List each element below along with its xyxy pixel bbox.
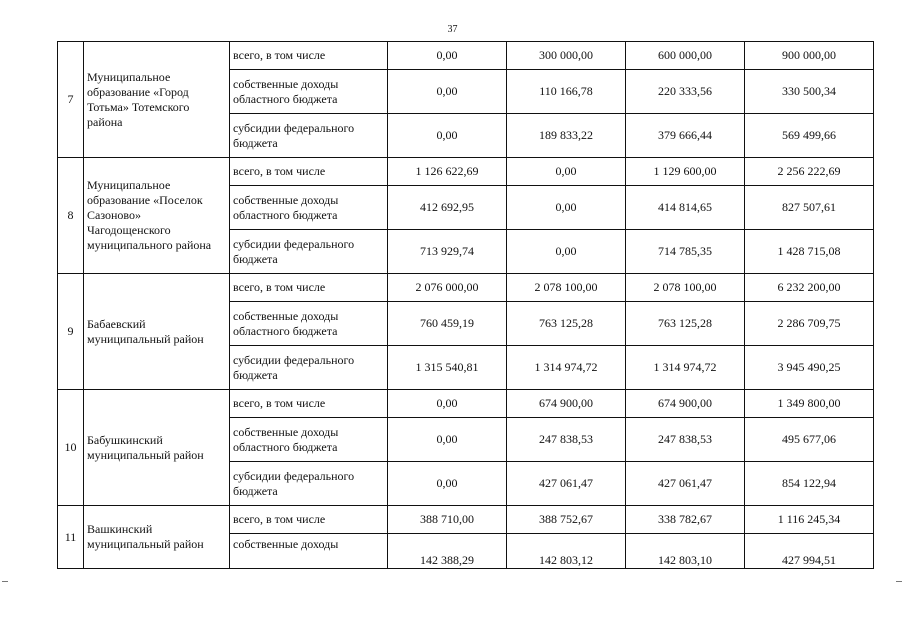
- margin-mark-right: [896, 581, 902, 582]
- row-number: 11: [58, 506, 84, 569]
- row-number: 8: [58, 158, 84, 274]
- value-cell-2: 763 125,28: [507, 302, 626, 346]
- table-row: [58, 506, 874, 534]
- value-cell-2: 674 900,00: [507, 390, 626, 418]
- value-cell-4: 3 945 490,25: [745, 346, 874, 390]
- funding-type: собственные доходы областного бюджета: [230, 302, 388, 346]
- funding-type: всего, в том числе: [230, 390, 388, 418]
- value-cell-4: 2 286 709,75: [745, 302, 874, 346]
- value-cell-3: 674 900,00: [626, 390, 745, 418]
- value-cell-4: 900 000,00: [745, 42, 874, 70]
- value-cell-3: 714 785,35: [626, 230, 745, 274]
- value-cell-3: 142 803,10: [626, 534, 745, 569]
- value-cell-4: 569 499,66: [745, 114, 874, 158]
- value-cell-2: 0,00: [507, 186, 626, 230]
- value-cell-4: 427 994,51: [745, 534, 874, 569]
- value-cell-2: 427 061,47: [507, 462, 626, 506]
- municipality-name: Бабушкинский муниципальный район: [84, 390, 230, 506]
- value-cell-3: 414 814,65: [626, 186, 745, 230]
- row-number: 7: [58, 42, 84, 158]
- value-cell-3: 763 125,28: [626, 302, 745, 346]
- value-cell-3: 1 129 600,00: [626, 158, 745, 186]
- table-row: [58, 274, 874, 302]
- value-cell-2: 0,00: [507, 158, 626, 186]
- value-cell-3: 600 000,00: [626, 42, 745, 70]
- value-cell-1: 713 929,74: [388, 230, 507, 274]
- value-cell-4: 330 500,34: [745, 70, 874, 114]
- page-number: 37: [447, 24, 458, 35]
- value-cell-4: 1 116 245,34: [745, 506, 874, 534]
- value-cell-4: 854 122,94: [745, 462, 874, 506]
- funding-type: субсидии федерального бюджета: [230, 114, 388, 158]
- funding-type: собственные доходы областного бюджета: [230, 418, 388, 462]
- value-cell-1: 0,00: [388, 462, 507, 506]
- value-cell-2: 1 314 974,72: [507, 346, 626, 390]
- value-cell-2: 2 078 100,00: [507, 274, 626, 302]
- value-cell-3: 379 666,44: [626, 114, 745, 158]
- value-cell-4: 827 507,61: [745, 186, 874, 230]
- value-cell-3: 338 782,67: [626, 506, 745, 534]
- value-cell-1: 1 315 540,81: [388, 346, 507, 390]
- value-cell-4: 6 232 200,00: [745, 274, 874, 302]
- value-cell-4: 2 256 222,69: [745, 158, 874, 186]
- funding-type: всего, в том числе: [230, 42, 388, 70]
- funding-type: всего, в том числе: [230, 158, 388, 186]
- table-row: [58, 42, 874, 70]
- value-cell-1: 0,00: [388, 70, 507, 114]
- funding-type: собственные доходы областного бюджета: [230, 186, 388, 230]
- value-cell-1: 1 126 622,69: [388, 158, 507, 186]
- value-cell-2: 142 803,12: [507, 534, 626, 569]
- value-cell-1: 2 076 000,00: [388, 274, 507, 302]
- table-body: [58, 42, 874, 569]
- value-cell-3: 2 078 100,00: [626, 274, 745, 302]
- value-cell-3: 427 061,47: [626, 462, 745, 506]
- value-cell-4: 1 349 800,00: [745, 390, 874, 418]
- table-row: [58, 158, 874, 186]
- row-number: 9: [58, 274, 84, 390]
- value-cell-1: 142 388,29: [388, 534, 507, 569]
- funding-type: всего, в том числе: [230, 274, 388, 302]
- municipality-name: Муниципальное образование «Поселок Сазоново» Чагодощенского муниципального района: [84, 158, 230, 274]
- value-cell-3: 247 838,53: [626, 418, 745, 462]
- funding-type: субсидии федерального бюджета: [230, 230, 388, 274]
- value-cell-1: 760 459,19: [388, 302, 507, 346]
- value-cell-1: 0,00: [388, 390, 507, 418]
- value-cell-1: 388 710,00: [388, 506, 507, 534]
- municipality-name: Вашкинский муниципальный район: [84, 506, 230, 569]
- value-cell-2: 247 838,53: [507, 418, 626, 462]
- funding-type: всего, в том числе: [230, 506, 388, 534]
- funding-type: субсидии федерального бюджета: [230, 462, 388, 506]
- value-cell-3: 1 314 974,72: [626, 346, 745, 390]
- row-number: 10: [58, 390, 84, 506]
- funding-type: субсидии федерального бюджета: [230, 346, 388, 390]
- municipality-name: Бабаевский муниципальный район: [84, 274, 230, 390]
- value-cell-1: 0,00: [388, 418, 507, 462]
- funding-type: собственные доходы областного бюджета: [230, 70, 388, 114]
- value-cell-3: 220 333,56: [626, 70, 745, 114]
- value-cell-1: 0,00: [388, 42, 507, 70]
- value-cell-1: 0,00: [388, 114, 507, 158]
- value-cell-2: 189 833,22: [507, 114, 626, 158]
- value-cell-2: 300 000,00: [507, 42, 626, 70]
- margin-mark-left: [2, 581, 8, 582]
- value-cell-2: 388 752,67: [507, 506, 626, 534]
- table-row: [58, 390, 874, 418]
- municipality-name: Муниципальное образование «Город Тотьма» Тотемского района: [84, 42, 230, 158]
- value-cell-2: 110 166,78: [507, 70, 626, 114]
- budget-table: [57, 41, 874, 569]
- value-cell-2: 0,00: [507, 230, 626, 274]
- funding-type: собственные доходы: [230, 534, 388, 569]
- value-cell-1: 412 692,95: [388, 186, 507, 230]
- value-cell-4: 1 428 715,08: [745, 230, 874, 274]
- value-cell-4: 495 677,06: [745, 418, 874, 462]
